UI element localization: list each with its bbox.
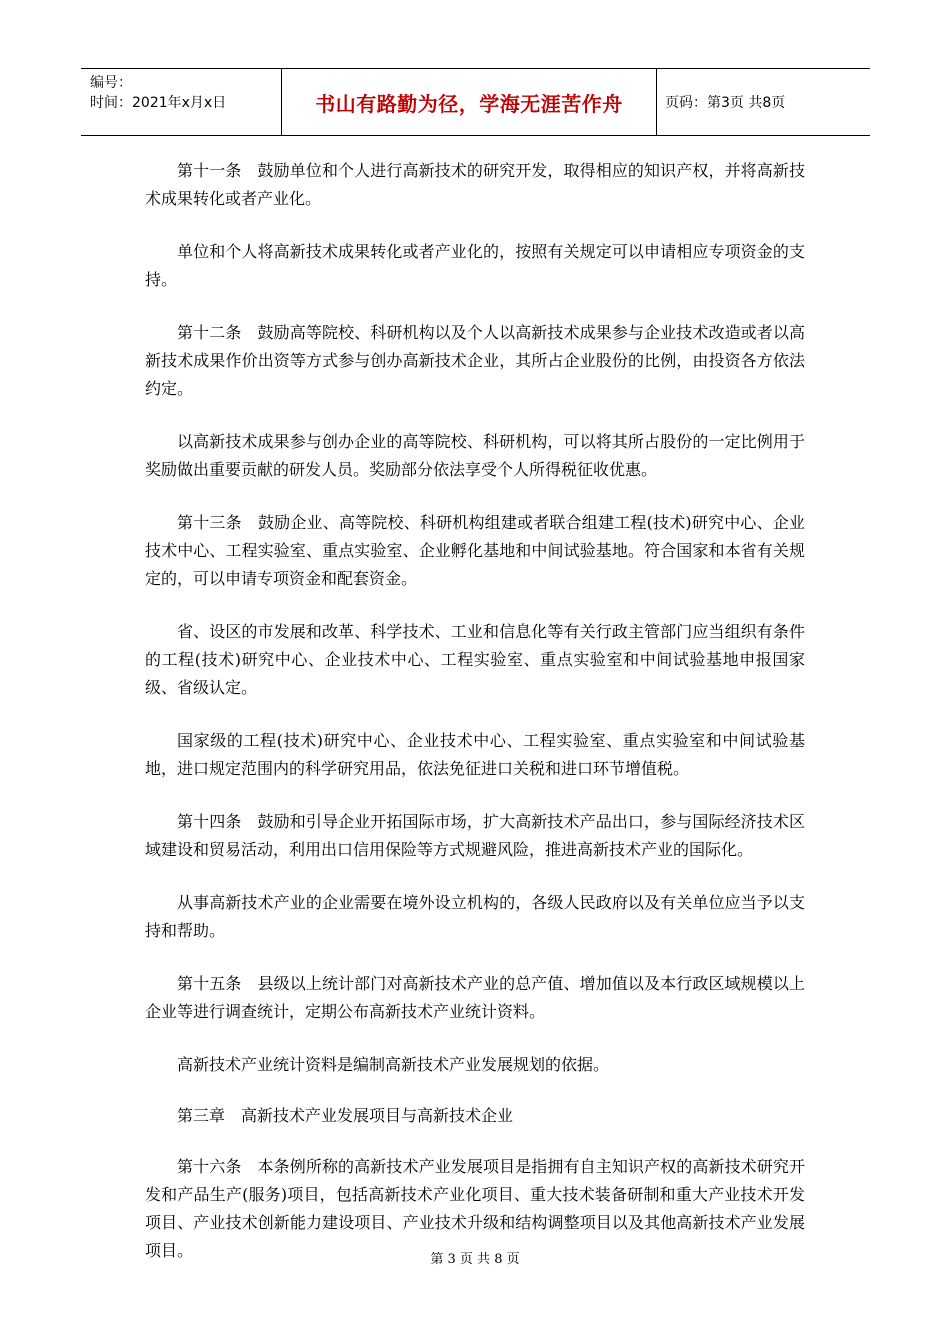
paragraph-article-14-clause-2: 从事高新技术产业的企业需要在境外设立机构的，各级人民政府以及有关单位应当予以支持和帮助。 (145, 893, 805, 940)
document-time-label: 时间：2021年x月x日 (90, 95, 227, 111)
paragraph-article-16: 第十六条 本条例所称的高新技术产业发展项目是指拥有自主知识产权的高新技术研究开发和产品生产(服务)项目，包括高新技术产业化项目、重大技术装备研制和重大产业技术开发项目、产业技术创新能力建设项目、产业技术升级和结构调整项目以及其他高新技术产业发展项目。 (145, 1157, 805, 1260)
header-page-info: 页码：第3页 共8页 (665, 95, 786, 111)
document-number-label: 编号： (90, 75, 132, 91)
document-body (145, 157, 805, 1290)
page-header (81, 68, 870, 136)
paragraph-article-13-clause-3: 国家级的工程(技术)研究中心、企业技术中心、工程实验室、重点实验室和中间试验基地，进口规定范围内的科学研究用品，依法免征进口关税和进口环节增值税。 (145, 731, 805, 778)
paragraph-article-12-clause-2: 以高新技术成果参与创办企业的高等院校、科研机构，可以将其所占股份的一定比例用于奖励做出重要贡献的研发人员。奖励部分依法享受个人所得税征收优惠。 (145, 432, 805, 479)
chapter-3-heading: 第三章 高新技术产业发展项目与高新技术企业 (177, 1106, 514, 1125)
paragraph-article-11-clause-2: 单位和个人将高新技术成果转化或者产业化的，按照有关规定可以申请相应专项资金的支持。 (145, 242, 805, 289)
header-meta (81, 69, 282, 135)
page-footer: 第 3 页 共 8 页 (430, 1252, 520, 1267)
paragraph-article-14: 第十四条 鼓励和引导企业开拓国际市场，扩大高新技术产品出口，参与国际经济技术区域建设和贸易活动，利用出口信用保险等方式规避风险，推进高新技术产业的国际化。 (145, 812, 805, 859)
paragraph-article-15-clause-2: 高新技术产业统计资料是编制高新技术产业发展规划的依据。 (177, 1055, 610, 1074)
paragraph-article-15: 第十五条 县级以上统计部门对高新技术产业的总产值、增加值以及本行政区域规模以上企业等进行调查统计，定期公布高新技术产业统计资料。 (145, 974, 805, 1021)
header-motto: 书山有路勤为径，学海无涯苦作舟 (282, 69, 657, 135)
paragraph-article-13: 第十三条 鼓励企业、高等院校、科研机构组建或者联合组建工程(技术)研究中心、企业技术中心、工程实验室、重点实验室、企业孵化基地和中间试验基地。符合国家和本省有关规定的，可以申请专项资金和配套资金。 (145, 513, 805, 588)
paragraph-article-12: 第十二条 鼓励高等院校、科研机构以及个人以高新技术成果参与企业技术改造或者以高新技术成果作价出资等方式参与创办高新技术企业，其所占企业股份的比例，由投资各方依法约定。 (145, 323, 805, 398)
paragraph-article-11: 第十一条 鼓励单位和个人进行高新技术的研究开发，取得相应的知识产权，并将高新技术成果转化或者产业化。 (145, 161, 805, 208)
paragraph-article-13-clause-2: 省、设区的市发展和改革、科学技术、工业和信息化等有关行政主管部门应当组织有条件的工程(技术)研究中心、企业技术中心、工程实验室、重点实验室和中间试验基地申报国家级、省级认定。 (145, 622, 805, 697)
